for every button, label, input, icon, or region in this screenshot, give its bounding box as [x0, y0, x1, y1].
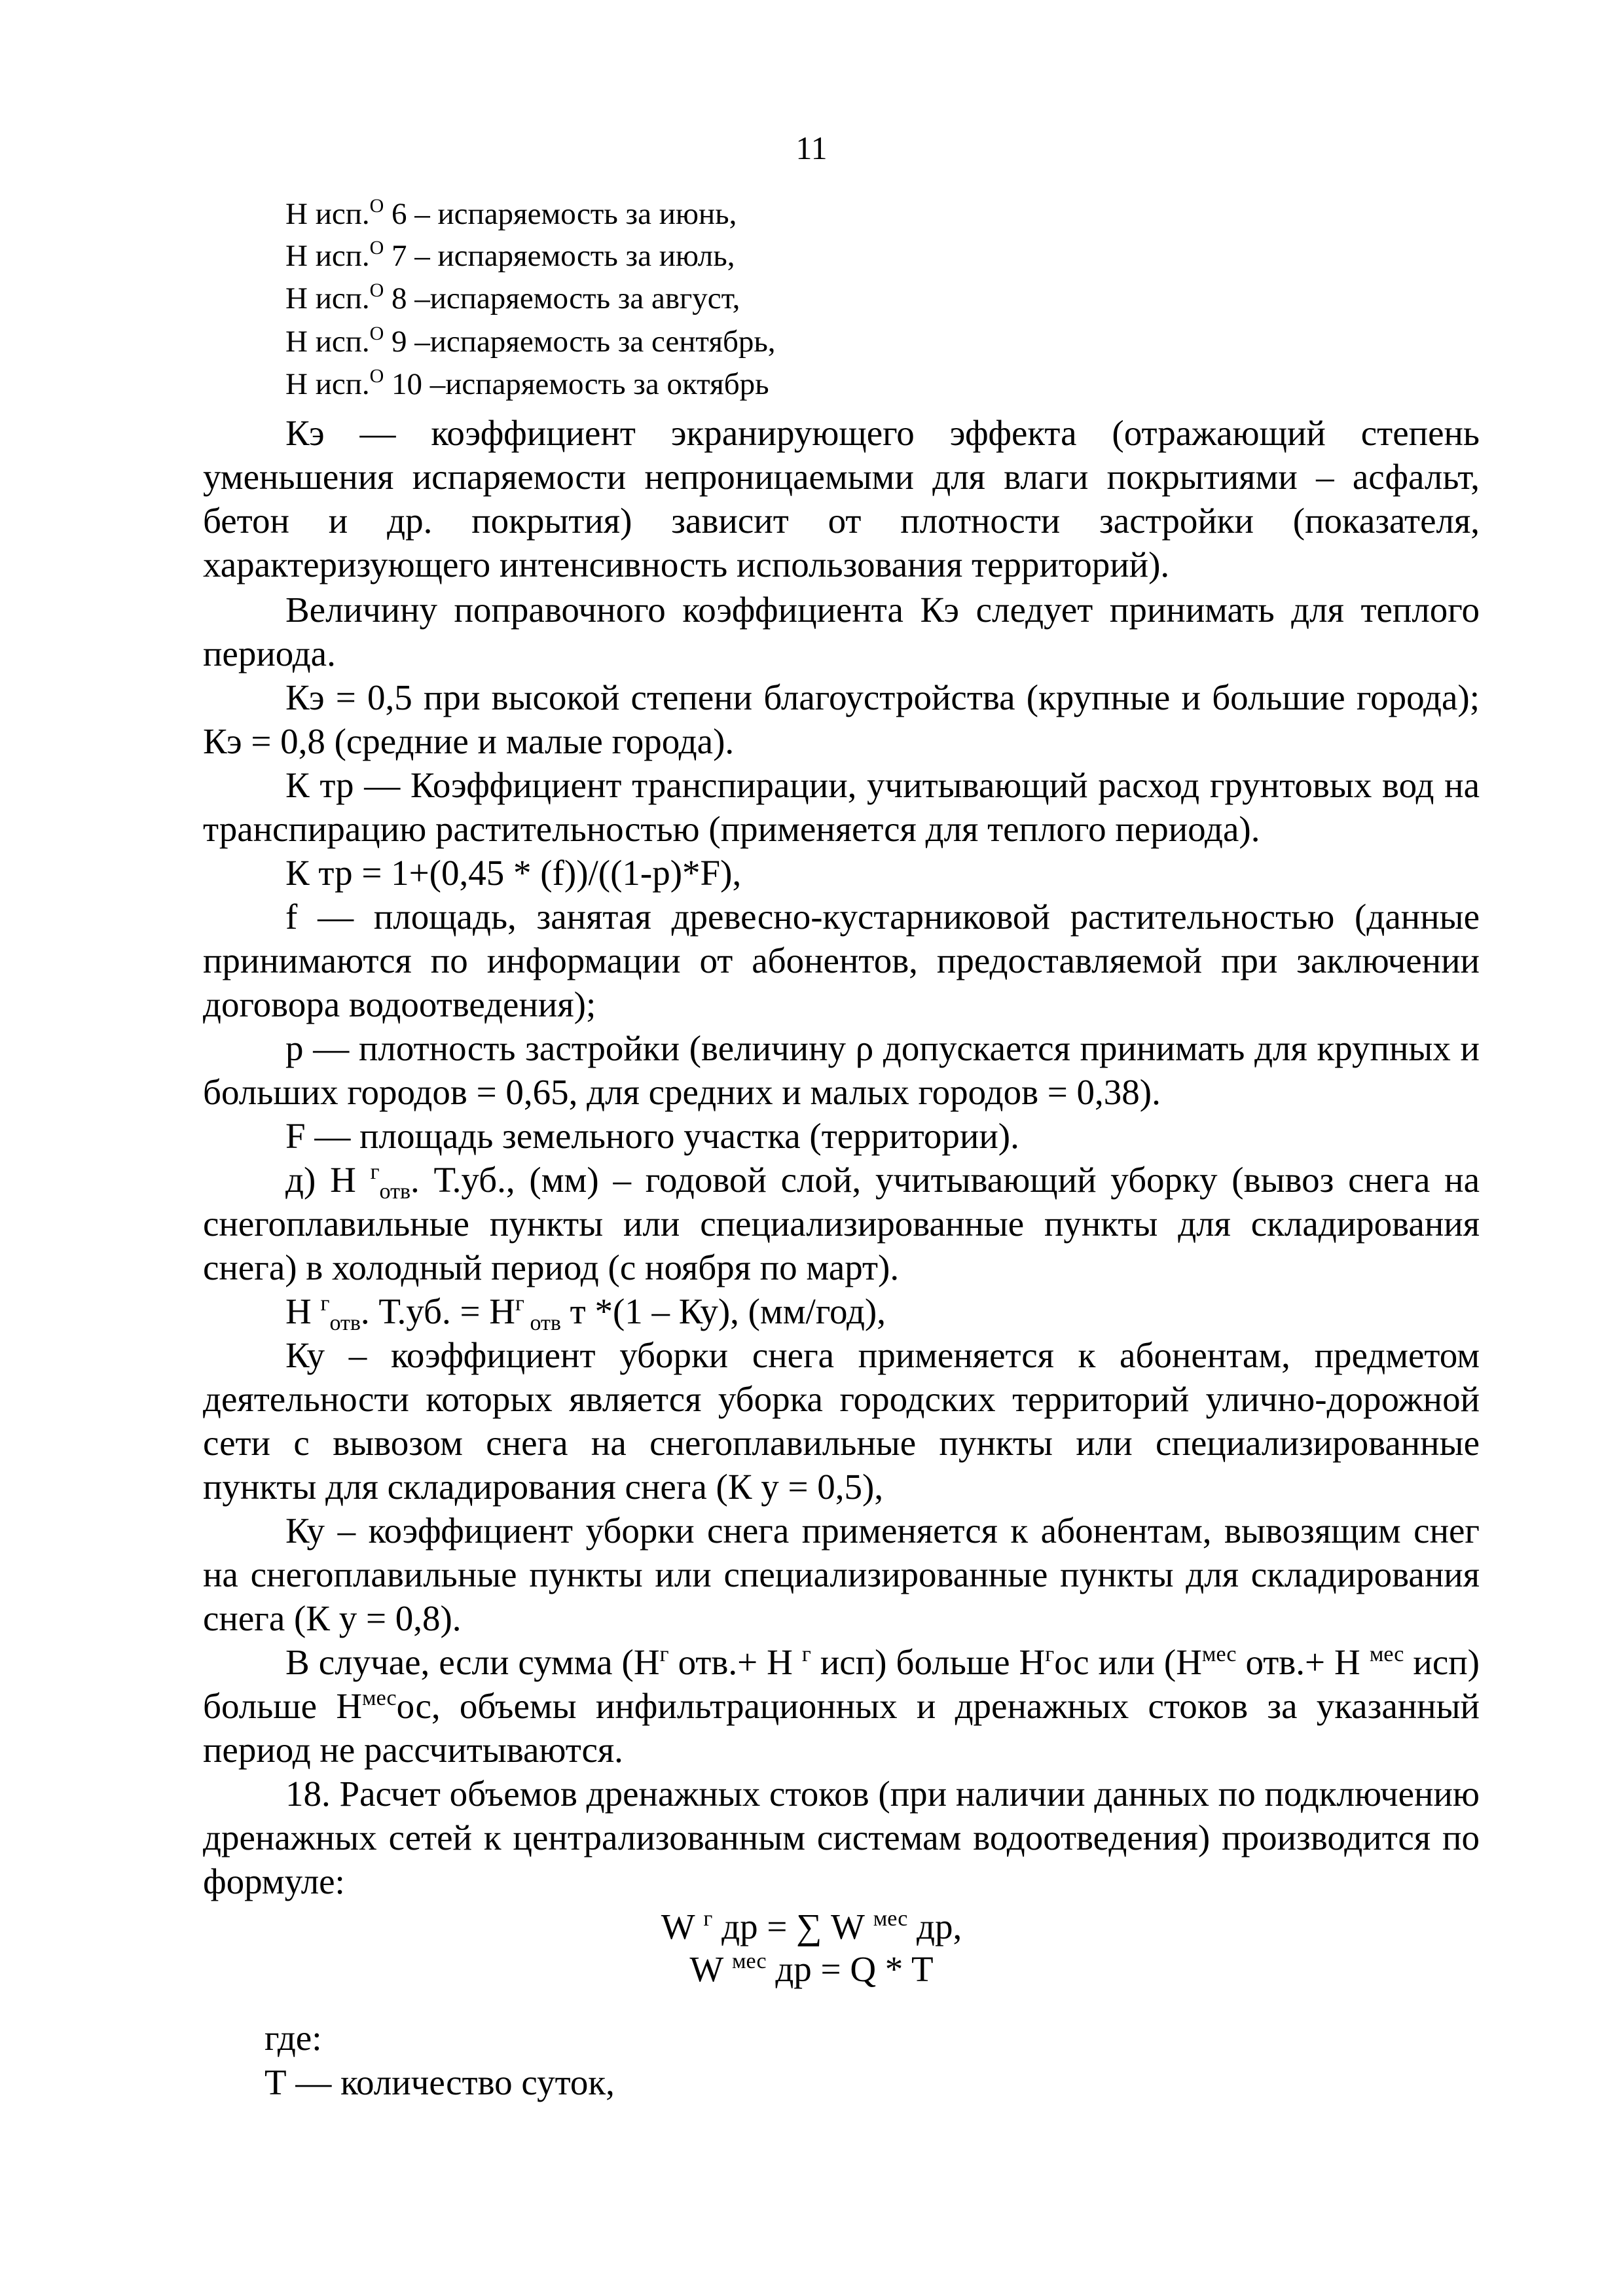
evaporation-item: Н исп.$^О$ 7 – испаряемость за июль,	[285, 237, 735, 273]
evaporation-item: Н исп.$^О$ 10 –испаряемость за октябрь	[285, 365, 769, 401]
ke-warm-period: Величину поправочного коэффициента Кэ следует принимать для теплого периода.	[203, 590, 1480, 673]
ktr-formula: К тр = 1+(0,45 * (f))/((1-p)*F),	[285, 853, 742, 893]
ky-definition-2: Ку – коэффициент уборки снега применяется к абонентам, вывозящим снег на снегоплавильные пункты или специализированные пункты для складирования снега (К у = 0,8).	[203, 1511, 1480, 1638]
f-definition: f — площадь, занятая древесно-кустарниковой растительностью (данные принимаются по информации от абонентов, предоставляемой при заключении договора водоотведения);	[203, 897, 1480, 1024]
ky-definition-1: Ку – коэффициент уборки снега применяется к абонентам, предметом деятельности которых является уборка городских территорий улично-дорожной сети с вывозом снега на снегоплавильные пункты или специализированные пункты для складирования снега (К у = 0,5),	[203, 1335, 1480, 1507]
ktr-definition: К тр — Коэффициент транспирации, учитывающий расход грунтовых вод на транспирацию растительностью (применяется для теплого периода).	[203, 765, 1480, 849]
drainage-formula-annual: W $^г$ др = ∑ W $^{мес}$ др,	[661, 1907, 962, 1946]
where-label: где:	[264, 2018, 322, 2058]
evaporation-item: Н исп.$^О$ 9 –испаряемость за сентябрь,	[285, 323, 776, 359]
section-18: 18. Расчет объемов дренажных стоков (при наличии данных по подключению дренажных сетей к централизованным системам водоотведения) производится по формуле:	[203, 1774, 1480, 1901]
snow-removal-layer-definition: д) Н $^г$отв. Т.уб., (мм) – годовой слой, учитывающий уборку (вывоз снега на снегоплавильные пункты или специализированные пункты для складирования снега) в холодный период (с ноября по март).	[203, 1160, 1480, 1287]
rho-definition: р — плотность застройки (величину ρ допускается принимать для крупных и больших городов = 0,65, для средних и малых городов = 0,38).	[203, 1028, 1480, 1112]
F-definition: F — площадь земельного участка (территории).	[285, 1116, 1019, 1156]
calculation-exception: В случае, если сумма ($Н^г$ отв.+ Н $^г$ исп) больше $Н^гос$ или ($Н^{мес}$ отв.+ Н $^{мес}$ исп) больше $Н^{мес}ос$, объемы инфильтрационных и дренажных стоков за указанный период не рассчитываются.	[203, 1642, 1480, 1770]
page-number: 11	[795, 130, 828, 166]
ke-definition: Кэ — коэффициент экранирующего эффекта (отражающий степень уменьшения испаряемости непроницаемыми для влаги покрытиями – асфальт, бетон и др. покрытия) зависит от плотности застройки (показателя, характеризующего интенсивность использования территорий).	[203, 413, 1480, 584]
ke-values: Кэ = 0,5 при высокой степени благоустройства (крупные и большие города); Кэ = 0,8 (средние и малые города).	[203, 677, 1480, 761]
evaporation-item: Н исп.$^О$ 8 –испаряемость за август,	[285, 279, 740, 315]
drainage-formula-monthly: W $^{мес}$ др = Q * T	[689, 1949, 934, 1989]
snow-removal-formula: Н $^г$отв. Т.уб. = $Н^г$ отв т *(1 – Ку), (мм/год),	[285, 1291, 886, 1335]
t-definition: Т — количество суток,	[264, 2062, 615, 2102]
evaporation-item: Н исп.$^О$ 6 – испаряемость за июнь,	[285, 195, 737, 231]
